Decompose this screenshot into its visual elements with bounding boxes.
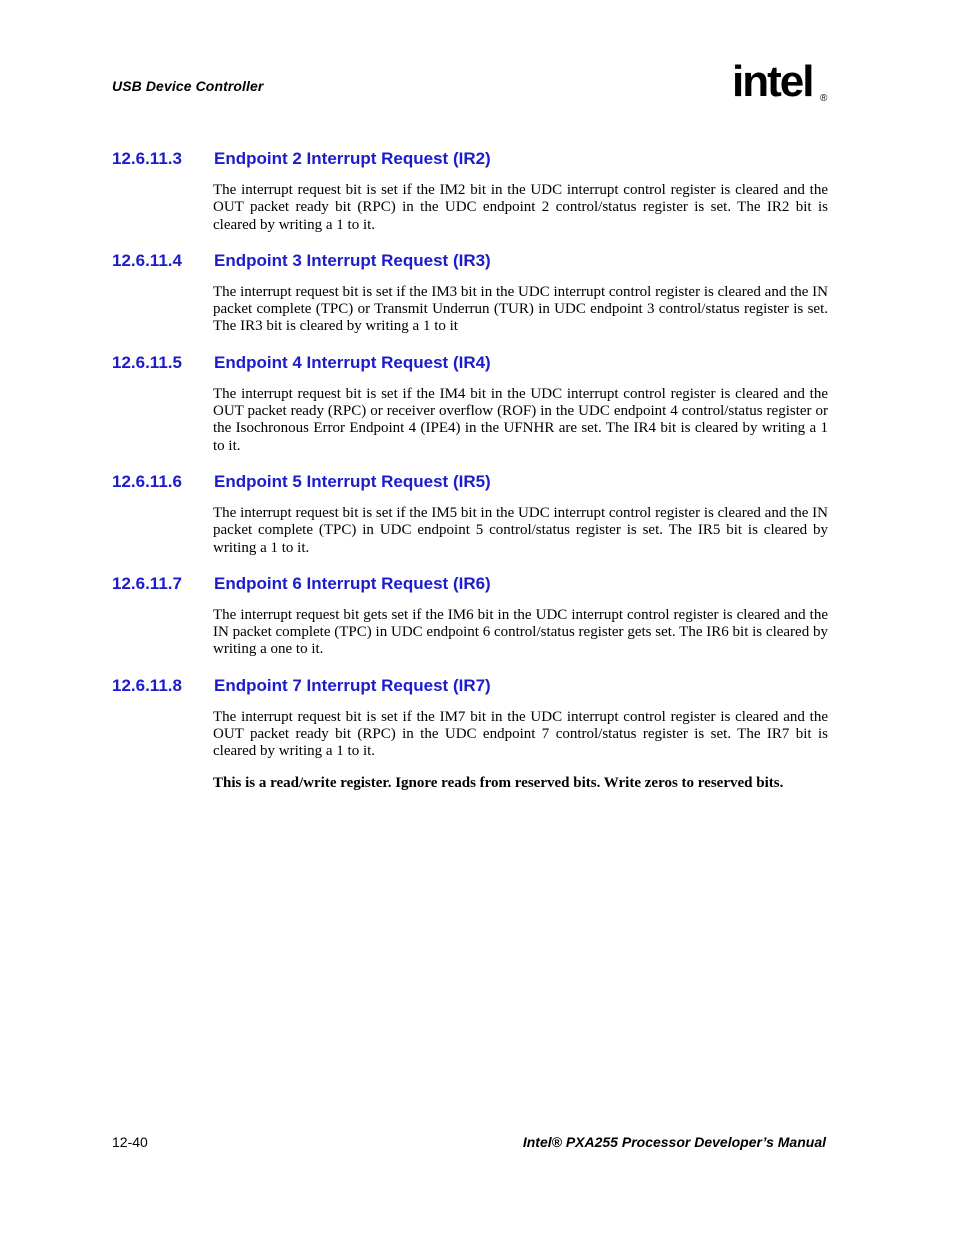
section-body: The interrupt request bit is set if the IM7 bit in the UDC interrupt control register is cleared and the OUT packet ready bit (RPC) in the UDC endpoint 7 control/status register is set. The IR7 bit is cleared by writing a 1 to it. — [213, 708, 828, 760]
section-title: Endpoint 4 Interrupt Request (IR4) — [214, 352, 491, 372]
section-title: Endpoint 7 Interrupt Request (IR7) — [214, 675, 491, 695]
section-heading — [0, 148, 954, 170]
section-title: Endpoint 3 Interrupt Request (IR3) — [214, 250, 491, 270]
section-heading — [0, 352, 954, 374]
section-body: The interrupt request bit is set if the IM3 bit in the UDC interrupt control register is cleared and the IN packet complete (TPC) or Transmit Underrun (TUR) in UDC endpoint 3 control/status register is set. The IR3 bit is cleared by writing a 1 to it — [213, 283, 828, 335]
section-number: 12.6.11.5 — [112, 352, 182, 372]
section-ir5 — [0, 471, 954, 557]
section-title: Endpoint 6 Interrupt Request (IR6) — [214, 573, 491, 593]
intel-logo — [730, 58, 835, 118]
section-ir4 — [0, 352, 954, 455]
section-number: 12.6.11.4 — [112, 250, 182, 270]
manual-title: Intel® PXA255 Processor Developer’s Manual — [522, 1134, 826, 1150]
section-title: Endpoint 2 Interrupt Request (IR2) — [214, 149, 491, 168]
section-heading — [0, 573, 954, 595]
section-heading — [0, 250, 954, 272]
section-body: The interrupt request bit gets set if the IM6 bit in the UDC interrupt control register is cleared and the IN packet complete (TPC) in UDC endpoint 6 control/status register gets set. The IR6 bit is cleared by writing a one to it. — [213, 606, 828, 658]
section-ir6 — [0, 573, 954, 659]
registered-mark: ® — [820, 93, 828, 104]
section-ir2 — [0, 148, 954, 234]
section-heading — [0, 675, 954, 697]
section-title: Endpoint 5 Interrupt Request (IR5) — [214, 471, 491, 491]
section-body: The interrupt request bit is set if the IM5 bit in the UDC interrupt control register is cleared and the IN packet complete (TPC) in UDC endpoint 5 control/status register is set. The IR5 bit is cleared by writing a 1 to it. — [213, 504, 828, 556]
section-number: 12.6.11.6 — [112, 471, 182, 491]
page-number: 12-40 — [112, 1134, 148, 1150]
section-number: 12.6.11.3 — [112, 149, 182, 168]
section-body: The interrupt request bit is set if the IM2 bit in the UDC interrupt control register is cleared and the OUT packet ready bit (RPC) in the UDC endpoint 2 control/status register is set. The IR2 bit is cleared by writing a 1 to it. — [213, 182, 828, 233]
section-ir7 — [0, 675, 954, 761]
svg-text:intel: intel — [732, 58, 813, 106]
section-body: The interrupt request bit is set if the IM4 bit in the UDC interrupt control register is cleared and the OUT packet ready (RPC) or receiver overflow (ROF) in the UDC endpoint 4 control/status register or the Isochronous Error Endpoint 4 (IPE4) in the UFNHR are set. The IR4 bit is cleared by writing a 1 to it. — [213, 385, 828, 454]
page-content — [0, 148, 954, 792]
running-header-title: USB Device Controller — [112, 78, 264, 94]
section-number: 12.6.11.7 — [112, 573, 182, 593]
section-ir3 — [0, 250, 954, 336]
register-note: This is a read/write register. Ignore reads from reserved bits. Write zeros to reserved bits. — [213, 774, 784, 791]
section-heading — [0, 471, 954, 493]
section-number: 12.6.11.8 — [112, 675, 182, 695]
